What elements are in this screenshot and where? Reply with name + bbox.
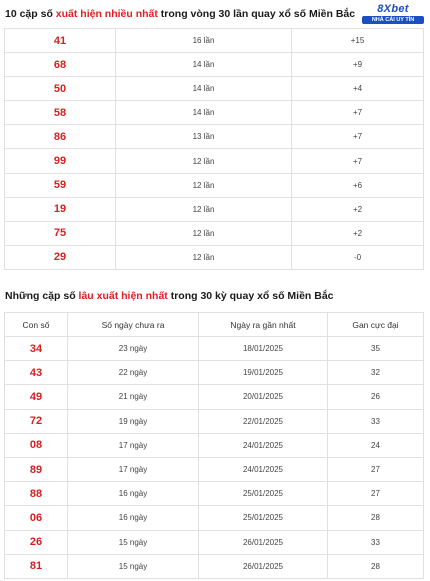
last-date: 26/01/2025	[199, 554, 328, 578]
table-row	[5, 361, 424, 385]
max-gap: 35	[328, 337, 424, 361]
table-row	[5, 101, 424, 125]
days-absent: 16 ngày	[68, 506, 199, 530]
pair-number: 49	[5, 385, 68, 409]
logo-tagline: NHÀ CÁI UY TÍN	[362, 16, 424, 24]
change-value: +9	[292, 53, 424, 77]
days-absent: 19 ngày	[68, 409, 199, 433]
days-absent: 15 ngày	[68, 554, 199, 578]
days-absent: 17 ngày	[68, 457, 199, 481]
section1-heading	[5, 8, 355, 20]
table-row	[5, 530, 424, 554]
table-row	[5, 149, 424, 173]
last-date: 24/01/2025	[199, 457, 328, 481]
change-value: +2	[292, 197, 424, 221]
pair-number: 88	[5, 482, 68, 506]
heading-text: trong vòng 30 lần quay xổ số Miền Bắc	[157, 8, 356, 20]
table-row	[5, 77, 424, 101]
table-row	[5, 385, 424, 409]
longest-absent-table	[4, 312, 424, 579]
days-absent: 16 ngày	[68, 482, 199, 506]
last-date: 20/01/2025	[199, 385, 328, 409]
occurrence-count: 12 lần	[116, 149, 292, 173]
change-value: +4	[292, 77, 424, 101]
max-gap: 24	[328, 433, 424, 457]
occurrence-count: 13 lần	[116, 125, 292, 149]
pair-number: 29	[5, 245, 116, 269]
max-gap: 33	[328, 530, 424, 554]
pair-number: 43	[5, 361, 68, 385]
table-header-row	[5, 313, 424, 337]
pair-number: 68	[5, 53, 116, 77]
heading-highlight: xuất hiện nhiều nhất	[55, 8, 158, 20]
occurrence-count: 14 lần	[116, 77, 292, 101]
column-header: Ngày ra gần nhất	[199, 313, 328, 337]
change-value: +15	[292, 29, 424, 53]
last-date: 25/01/2025	[199, 482, 328, 506]
occurrence-count: 14 lần	[116, 101, 292, 125]
change-value: +7	[292, 125, 424, 149]
last-date: 18/01/2025	[199, 337, 328, 361]
occurrence-count: 12 lần	[116, 197, 292, 221]
table-row	[5, 482, 424, 506]
occurrence-count: 14 lần	[116, 53, 292, 77]
last-date: 26/01/2025	[199, 530, 328, 554]
table-row	[5, 506, 424, 530]
last-date: 19/01/2025	[199, 361, 328, 385]
change-value: +6	[292, 173, 424, 197]
pair-number: 75	[5, 221, 116, 245]
days-absent: 15 ngày	[68, 530, 199, 554]
change-value: -0	[292, 245, 424, 269]
table-row	[5, 197, 424, 221]
pair-number: 19	[5, 197, 116, 221]
table-row	[5, 337, 424, 361]
table-row	[5, 53, 424, 77]
days-absent: 22 ngày	[68, 361, 199, 385]
table-row	[5, 457, 424, 481]
table-row	[5, 173, 424, 197]
days-absent: 17 ngày	[68, 433, 199, 457]
pair-number: 89	[5, 457, 68, 481]
logo-brand-text: 8Xbet	[377, 3, 409, 15]
max-gap: 28	[328, 554, 424, 578]
frequent-pairs-table	[4, 28, 424, 270]
pair-number: 34	[5, 337, 68, 361]
change-value: +2	[292, 221, 424, 245]
pair-number: 59	[5, 173, 116, 197]
occurrence-count: 12 lần	[116, 245, 292, 269]
days-absent: 21 ngày	[68, 385, 199, 409]
pair-number: 86	[5, 125, 116, 149]
pair-number: 81	[5, 554, 68, 578]
heading-text: Những cặp số	[5, 290, 79, 302]
pair-number: 50	[5, 77, 116, 101]
pair-number: 99	[5, 149, 116, 173]
pair-number: 41	[5, 29, 116, 53]
table-row	[5, 221, 424, 245]
pair-number: 08	[5, 433, 68, 457]
table-row	[5, 125, 424, 149]
max-gap: 27	[328, 482, 424, 506]
occurrence-count: 16 lần	[116, 29, 292, 53]
table-row	[5, 409, 424, 433]
last-date: 24/01/2025	[199, 433, 328, 457]
heading-highlight: lâu xuất hiện nhất	[78, 290, 168, 302]
column-header: Gan cực đại	[328, 313, 424, 337]
last-date: 22/01/2025	[199, 409, 328, 433]
heading-text: 10 cặp số	[5, 8, 56, 20]
max-gap: 33	[328, 409, 424, 433]
column-header: Con số	[5, 313, 68, 337]
table-row	[5, 554, 424, 578]
pair-number: 06	[5, 506, 68, 530]
pair-number: 58	[5, 101, 116, 125]
top-bar	[0, 0, 430, 28]
column-header: Số ngày chưa ra	[68, 313, 199, 337]
heading-text: trong 30 kỳ quay xổ số Miền Bắc	[167, 290, 334, 302]
max-gap: 26	[328, 385, 424, 409]
last-date: 25/01/2025	[199, 506, 328, 530]
max-gap: 28	[328, 506, 424, 530]
occurrence-count: 12 lần	[116, 173, 292, 197]
max-gap: 27	[328, 457, 424, 481]
table-row	[5, 29, 424, 53]
max-gap: 32	[328, 361, 424, 385]
days-absent: 23 ngày	[68, 337, 199, 361]
pair-number: 72	[5, 409, 68, 433]
table-row	[5, 245, 424, 269]
section2-heading	[5, 290, 334, 302]
change-value: +7	[292, 101, 424, 125]
occurrence-count: 12 lần	[116, 221, 292, 245]
pair-number: 26	[5, 530, 68, 554]
table-row	[5, 433, 424, 457]
change-value: +7	[292, 149, 424, 173]
brand-logo[interactable]	[362, 3, 424, 25]
